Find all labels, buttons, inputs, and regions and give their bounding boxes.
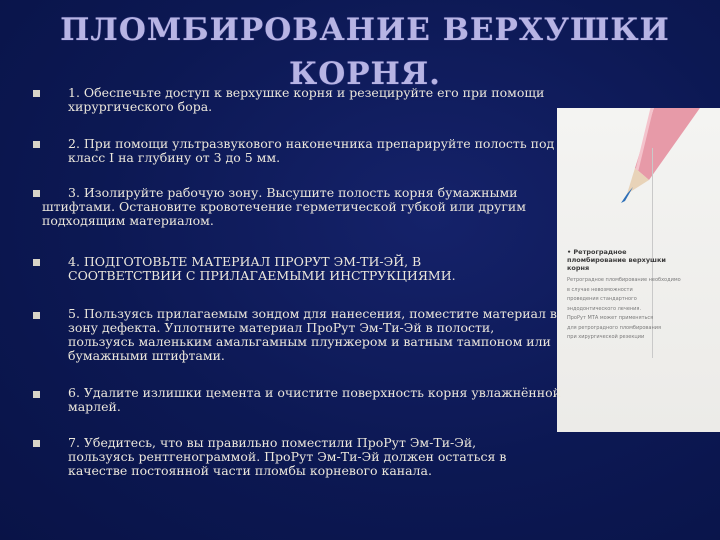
caption-line: в случае невозможности bbox=[567, 286, 633, 293]
product-photo bbox=[557, 108, 720, 432]
photo-caption bbox=[567, 248, 682, 343]
bullet-icon bbox=[33, 190, 40, 197]
list-item: 1. Обеспечьте доступ к верхушке корня и резецируйте его при помощи хирургического бора. bbox=[68, 85, 545, 114]
bullet-icon bbox=[33, 141, 40, 148]
list-item: 4. ПОДГОТОВЬТЕ МАТЕРИАЛ ПРОРУТ ЭМ-ТИ-ЭЙ, В СООТВЕТСТВИИ С ПРИЛАГАЕМЫМИ ИНСТРУКЦИЯМИ. bbox=[68, 254, 456, 283]
caption-line: Ретроградное пломбирование необходимо bbox=[567, 277, 681, 283]
bullet-icon bbox=[33, 90, 40, 97]
list-item: 7. Убедитесь, что вы правильно поместили ПроРут Эм-Ти-Эй, пользуясь рентгенограммой. ПроРут Эм-Ти-Эй должен остаться в качестве постоянной части пломбы корневого канала. bbox=[68, 435, 507, 478]
caption-line: проведения стандартного bbox=[567, 296, 637, 302]
slide-title: ПЛОМБИРОВАНИЕ ВЕРХУШКИ КОРНЯ. bbox=[60, 12, 670, 92]
caption-line: ПроРут МТА может применяться bbox=[567, 315, 654, 321]
list-item: 2. При помощи ультразвукового наконечника препарируйте полость под класс I на глубину от 3 до 5 мм. bbox=[68, 136, 555, 165]
bullet-icon bbox=[33, 391, 40, 398]
list-item: 3. Изолируйте рабочую зону. Высушите полость корня бумажными штифтами. Остановите кровотечение герметической губкой или другим подходящим материалом. bbox=[42, 185, 526, 228]
bullet-icon bbox=[33, 259, 40, 266]
list-item: 6. Удалите излишки цемента и очистите поверхность корня увлажнённой марлей. bbox=[68, 385, 561, 414]
caption-title: • Ретроградное пломбирование верхушки корня bbox=[567, 248, 666, 272]
bullet-icon bbox=[33, 312, 40, 319]
caption-line: для ретроградного пломбирования bbox=[567, 324, 661, 331]
list-item: 5. Пользуясь прилагаемым зондом для нанесения, поместите материал в зону дефекта. Уплотните материал ПроРут Эм-Ти-Эй в полости, пользуясь маленьким амальгамным плунжером и ватным тампоном или бумажными штифтами. bbox=[68, 306, 557, 363]
caption-line: при хирургической резекции bbox=[567, 334, 645, 340]
bullet-icon bbox=[33, 440, 40, 447]
caption-line: эндодонтического лечения. bbox=[567, 305, 642, 312]
pen-tip-illustration bbox=[557, 108, 720, 218]
